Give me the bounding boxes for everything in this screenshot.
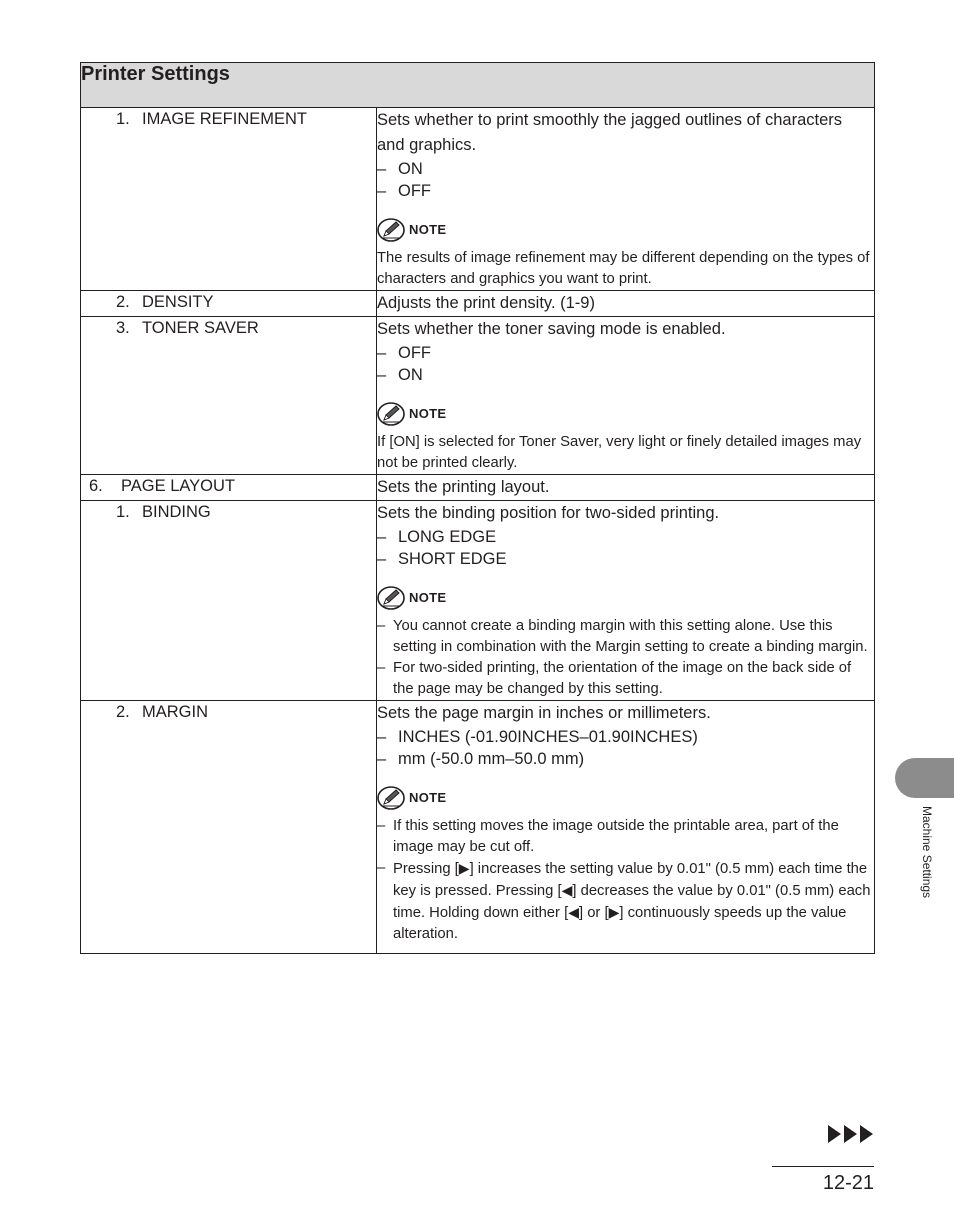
arrow-icon [826,1124,842,1144]
printer-settings-table [80,62,875,954]
note-list [377,816,874,945]
note-text: If [ON] is selected for Toner Saver, very light or finely detailed images may not be printed clearly. [377,434,862,471]
description-text: Sets whether the toner saving mode is enabled. [377,320,726,338]
table-row [81,501,875,701]
option-label: OFF [398,344,431,362]
option-label: OFF [398,182,431,200]
note-header [377,400,874,428]
description-text: Sets the page margin in inches or millimeters. [377,704,711,722]
table-row [81,701,875,954]
note-label: NOTE [409,406,447,421]
note-bullet: – You cannot create a binding margin with this setting alone. Use this setting in combination with the Margin setting to create a binding margin. [377,616,874,658]
table-row [81,317,875,475]
note-bullet-text: If this setting moves the image outside the printable area, part of the image may be cut off. [393,818,839,855]
setting-description-cell [377,475,875,501]
item-number: 2. [116,293,130,311]
setting-name-cell [81,108,377,291]
note-bullet-text: You cannot create a binding margin with this setting alone. Use this setting in combination with the Margin setting to create a binding margin. [393,618,868,655]
item-label: TONER SAVER [142,319,259,337]
setting-name-cell [81,501,377,701]
item-number: 3. [116,319,130,337]
pencil-note-icon [377,402,405,426]
table-row [81,108,875,291]
note-header [377,584,874,612]
item-label: MARGIN [142,703,208,721]
section-header-row [81,63,875,108]
page-number: 12-21 [822,1172,874,1194]
option-label: ON [398,160,423,178]
item-number: 1. [116,110,130,128]
option-label: INCHES (-01.90INCHES–01.90INCHES) [398,728,698,746]
arrow-icon [858,1124,874,1144]
setting-name-cell [81,291,377,317]
note-header [377,216,874,244]
note-bullet: – If this setting moves the image outside the printable area, part of the image may be cut off. [377,816,874,858]
note-label: NOTE [409,222,447,237]
note-bullet-text: For two-sided printing, the orientation of the image on the back side of the page may be changed by this setting. [393,660,852,697]
option-label: LONG EDGE [398,528,497,546]
description-text: Sets the printing layout. [377,478,550,496]
setting-description-cell [377,291,875,317]
description-text: Sets whether to print smoothly the jagged outlines of characters and graphics. [377,111,843,154]
note-list [377,616,874,700]
note-bullet-text [393,858,874,945]
left-triangle-icon: ◀ [561,882,573,898]
continue-arrows-icon [826,1124,874,1144]
description-text: Sets the binding position for two-sided printing. [377,504,720,522]
note-bullet: – Pressing [▶] increases the setting value by 0.01" (0.5 mm) each time the key is pressed. Pressing [◀] decreases the value by 0.01" (0.5 mm) each time. Holding down either [◀] or [▶] continuously speeds up the value alteration. [377,858,874,945]
description-text: Adjusts the print density. (1-9) [377,294,595,312]
option-item: – SHORT EDGE [377,550,507,568]
option-label: mm (-50.0 mm–50.0 mm) [398,750,585,768]
setting-description-cell [377,317,875,475]
footer-rule [772,1166,874,1167]
chapter-tab [895,758,954,798]
item-number: 1. [116,503,130,521]
setting-name-cell [81,475,377,501]
right-triangle-icon: ▶ [458,860,470,876]
item-label: BINDING [142,503,211,521]
item-label: PAGE LAYOUT [121,477,236,495]
left-triangle-icon: ◀ [568,904,579,920]
option-label: ON [398,366,423,384]
option-label: SHORT EDGE [398,550,507,568]
chapter-label: Machine Settings [920,806,934,899]
option-item: – mm (-50.0 mm–50.0 mm) [377,750,585,768]
note-text-part: ] or [ [578,905,609,921]
note-text-part: Pressing [ [393,861,459,877]
note-text-part: ] continuously speeds up the value alteration. [393,905,847,942]
option-item: – INCHES (-01.90INCHES–01.90INCHES) [377,728,698,746]
note-label: NOTE [409,790,447,805]
option-item: – ON [377,366,423,384]
item-label: DENSITY [142,293,214,311]
note-text-part: ] decreases the value by 0.01" (0.5 mm) each time. Holding down either [ [393,883,871,921]
option-item: – LONG EDGE [377,528,497,546]
table-row [81,475,875,501]
arrow-icon [842,1124,858,1144]
pencil-note-icon [377,586,405,610]
note-header [377,784,874,812]
setting-name-cell [81,317,377,475]
setting-description-cell [377,501,875,701]
setting-description-cell [377,108,875,291]
note-label: NOTE [409,590,447,605]
setting-description-cell [377,701,875,954]
right-triangle-icon: ▶ [608,904,620,920]
pencil-note-icon [377,218,405,242]
note-text-part: ] increases the setting value by 0.01" (0.5 mm) each time the key is pressed. Pressing [ [393,861,868,899]
item-number: 6. [89,477,103,495]
pencil-note-icon [377,786,405,810]
option-item: – OFF [377,182,431,200]
section-title: Printer Settings [81,63,875,108]
setting-name-cell [81,701,377,954]
note-text: The results of image refinement may be different depending on the types of characters and graphics you want to print. [377,250,870,287]
item-number: 2. [116,703,130,721]
item-label: IMAGE REFINEMENT [142,110,308,128]
note-bullet: – For two-sided printing, the orientation of the image on the back side of the page may be changed by this setting. [377,658,874,700]
option-item: – ON [377,160,423,178]
option-item: – OFF [377,344,431,362]
table-row [81,291,875,317]
